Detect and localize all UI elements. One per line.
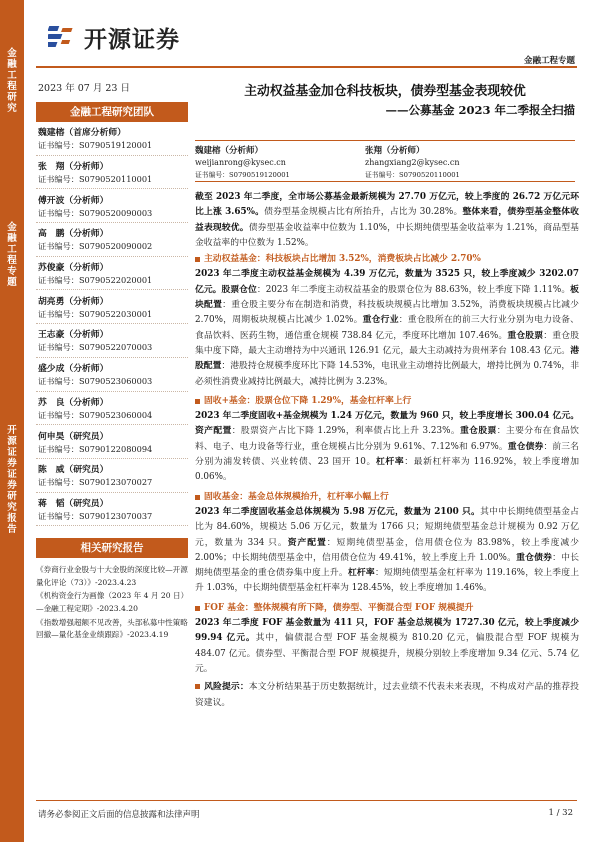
team-member-cert: 证书编号：S0790519120001: [38, 140, 153, 151]
equity-paragraph: [195, 267, 579, 389]
team-member-name: 苏 良（分析师）: [38, 397, 109, 408]
bold-text-run: 港股配置: [195, 345, 579, 372]
risk-warning: 风险提示：本文分析结果基于历史数据统计，过去业绩不代表未来表现，不构成对产品的推荐投资建议。: [195, 682, 579, 708]
report-subtitle: ——公募基金 2023 年二季报全扫描: [385, 103, 575, 117]
bold-text-run: 资产配置: [195, 426, 232, 437]
fixed-plus-paragraph: [195, 409, 579, 485]
section-heading-equity: 主动权益基金：科技板块占比增加 3.52%，消费板块占比减少 2.70%: [195, 252, 579, 267]
text-run: ：股票资产占比下降 1.29%，利率债占比上升 3.23%。: [231, 426, 460, 437]
bold-text-run: 重仓债券: [516, 552, 553, 563]
team-member-name: 陈 威（研究员）: [38, 465, 109, 476]
bullet-square-icon: [195, 606, 200, 611]
fof-paragraph: [195, 616, 579, 677]
authors-block: [195, 140, 575, 182]
section-heading-fixed-income: 固收基金：基金总体规模抬升，杠杆率小幅上行: [195, 490, 579, 505]
team-member-cert: 证书编号：S0790522020001: [38, 275, 153, 286]
author-name: 张翔（分析师）: [365, 146, 425, 156]
team-header: 金融工程研究团队: [36, 102, 188, 122]
team-member-cert: 证书编号：S0790520110001: [38, 174, 153, 185]
team-member-name: 高 鹏（分析师）: [38, 229, 109, 240]
team-member: [36, 459, 188, 493]
bullet-square-icon: [195, 257, 200, 262]
text-run: ：港股持仓规模季度环比下降 14.53%，电讯业主动增持比例最大，增持比例为 0.74%，非必须性消费业减持比例最大，减持比例为 3.23%。: [195, 361, 579, 387]
bold-text-run: 2023 年二季度固收+基金规模为 1.24 万亿元，数量为 960 只，较上季度增长 300.04 亿元。: [195, 411, 579, 422]
author-cert: 证书编号：S0790520110001: [365, 171, 460, 179]
text-run: ：短期纯债型基金，信用债仓位为 83.98%，较上季度减少 2.00%；中长期纯债型基金中，信用债仓位为 49.41%，较上季度上升 1.00%。: [195, 537, 579, 563]
team-member-name: 傅开波（分析师）: [38, 195, 109, 206]
text-run: ：中长期纯债型基金的重仓债券集中度上升。: [195, 552, 579, 579]
bold-text-run: 截至 2023 年二季度，全市场公募基金最新规模为 27.70 万亿元，较上季度的 26.72 万亿元环比上涨 3.65%。: [195, 192, 579, 218]
related-report-link[interactable]: 《指数增强超额不见改善，头部私募中性策略回撤—量化基金业绩跟踪》-2023.4.19: [36, 617, 188, 640]
section-heading-fixed-plus: 固收+基金：股票仓位下降 1.29%，基金杠杆率上行: [195, 394, 579, 409]
team-member: [36, 493, 188, 527]
text-run: 其中中长期纯债型基金占比为 84.60%，规模达 5.06 万亿元，数量为 1766 只；短期纯债型基金总计规模为 0.92 万亿元，数量为 334 只。: [195, 506, 579, 548]
side-label-brand: 开 源 证 券 证 券 研 究 报 告: [7, 425, 17, 535]
team-member-name: 何申昊（研究员）: [38, 431, 109, 442]
text-run: ：最新杠杆率为 116.92%，较上季度增加 0.06%。: [195, 457, 579, 483]
team-member: [36, 257, 188, 291]
author-1: [195, 144, 290, 179]
bold-text-run: 2023 年二季度 FOF 基金数量为 411 只，FOF 基金总规模为 1727.30 亿元，较上季度减少 99.94 亿元。: [195, 618, 579, 644]
text-run: ：主要分布在食品饮料、电子、电力设备等行业，重仓规模占比分别为 9.61%、7.12%和 6.97%。: [195, 426, 579, 452]
sidebar: [36, 102, 188, 643]
team-member-name: 盛少成（分析师）: [38, 364, 109, 375]
bold-text-run: 股票仓位: [221, 284, 257, 295]
bullet-square-icon: [195, 495, 200, 500]
author-name: 魏建榕（分析师）: [195, 146, 264, 156]
author-2: [365, 144, 460, 179]
fixed-income-paragraph: [195, 505, 579, 597]
bold-text-run: 杠杆率: [347, 568, 375, 579]
team-member-name: 王志豪（分析师）: [38, 330, 109, 341]
text-run: ：重仓股所在的前三大行业分别为电力设备、食品饮料、医药生物，通信重仓规模 738.84 亿元，季度环比增加 107.46%。: [195, 315, 579, 341]
section-heading-fof: FOF 基金：整体规模有所下降，债券型、平衡混合型 FOF 规模提升: [195, 601, 579, 616]
team-member: [36, 122, 188, 156]
summary-paragraph: [195, 190, 579, 251]
related-report-link[interactable]: 《券商行业金股与十大金股的深度比较—开源量化评论（73）》-2023.4.23: [36, 565, 188, 587]
bold-text-run: 重仓股票: [460, 426, 497, 437]
team-member-cert: 证书编号：S0790520090003: [38, 207, 153, 218]
text-run: 债券型基金收益率中位数为 1.10%，中长期纯债型基金收益率为 1.21%，商品型基金收益率的中位数为 1.52%。: [195, 222, 579, 248]
bold-text-run: 重仓股票: [507, 330, 544, 341]
bold-text-run: 重仓行业: [362, 315, 399, 326]
team-member-cert: 证书编号：S0790522030001: [38, 308, 153, 319]
team-member: [36, 392, 188, 426]
team-member-cert: 证书编号：S0790522070003: [38, 342, 153, 353]
bullet-square-icon: [195, 399, 200, 404]
team-member-cert: 证书编号：S0790523060003: [38, 376, 153, 387]
related-list: [36, 564, 188, 642]
bold-text-run: 板块配置: [195, 284, 579, 311]
team-member-name: 胡亮勇（分析师）: [38, 296, 109, 307]
team-member-cert: 证书编号：S0790523060004: [38, 409, 153, 420]
text-run: ：2023 年二季度主动权益基金的股票仓位为 88.63%，较上季度下降 1.11%。: [256, 284, 571, 295]
bold-text-run: 重仓债券: [507, 441, 544, 452]
report-title: 主动权益基金加仓科技板块，债券型基金表现较优: [244, 84, 526, 99]
side-strip: [0, 0, 24, 842]
team-member: [36, 189, 188, 223]
team-member: [36, 425, 188, 459]
related-header: 相关研究报告: [36, 538, 188, 558]
team-member: [36, 223, 188, 257]
related-report-link[interactable]: 《机构资金行为画像（2023 年 4 月 20 日）—金融工程定期》-2023.4.20: [36, 591, 185, 614]
team-member-name: 苏俊豪（分析师）: [38, 263, 109, 274]
team-member: [36, 290, 188, 324]
brand-logo-icon: [48, 24, 78, 50]
bold-text-run: 2023 年二季度固收基金总体规模为 5.98 万亿元，数量为 2100 只。: [195, 506, 481, 517]
team-member-cert: 证书编号：S0790122080094: [38, 443, 153, 454]
side-label-category: 金 融 工 程 研 究: [7, 48, 17, 114]
bold-text-run: 2023 年二季度主动权益基金规模为 4.39 万亿元，数量为 3525 只，较上季度减少 3202.07 亿元。: [195, 269, 579, 295]
doc-type: 金融工程专题: [523, 56, 575, 66]
author-email[interactable]: weijianrong@kysec.cn: [195, 158, 286, 167]
page-number: 1 / 32: [548, 808, 573, 818]
team-member-name: 张 翔（分析师）: [38, 162, 109, 173]
text-run: ：重仓股主要分布在制造和消费，科技板块规模占比增加 3.52%，消费板块规模占比减少 2.70%，周期板块规模占比减少 1.02%。: [195, 300, 579, 326]
brand-name: 开源证券: [84, 26, 180, 53]
footer-disclaimer: 请务必参阅正文后面的信息披露和法律声明: [38, 810, 200, 820]
team-member: [36, 358, 188, 392]
text-run: 其中，偏债混合型 FOF 基金规模为 810.20 亿元，偏股混合型 FOF 规模为 484.07 亿元。债券型、平衡混合型 FOF 规模提升，规模分别较上季度增加 9.34 亿元、5.74 亿元。: [195, 633, 579, 674]
team-list: [36, 122, 188, 526]
team-member-cert: 证书编号：S0790123070027: [38, 477, 153, 488]
team-member-name: 蒋 韬（研究员）: [38, 498, 109, 509]
brand-logo: [48, 19, 180, 55]
team-member-cert: 证书编号：S0790123070037: [38, 510, 153, 521]
bullet-square-icon: [195, 684, 200, 689]
text-run: ：前三名分别为浦发转债、兴业转债、23 国开 10。: [195, 441, 579, 468]
text-run: ：重仓股集中度下降，最大主动增持为中兴通讯 126.91 亿元，最大主动减持为贵州茅台 108.43 亿元。: [195, 330, 579, 356]
team-member: [36, 156, 188, 190]
side-label-subcategory: 金 融 工 程 专 题: [7, 222, 17, 288]
text-run: ：短期纯债型基金杠杆率为 119.16%，较上季度上升 1.03%，中长期纯债型基金杠杆率为 128.45%，较上季度增加 1.46%。: [195, 568, 579, 594]
author-email[interactable]: zhangxiang2@kysec.cn: [365, 158, 460, 167]
team-member-name: 魏建榕（首席分析师）: [38, 128, 126, 139]
team-member-cert: 证书编号：S0790520090002: [38, 241, 153, 252]
text-run: 债券型基金规模占比有所抬升，占比为 30.28%。: [264, 207, 463, 218]
report-date: 2023 年 07 月 23 日: [38, 83, 130, 94]
author-cert: 证书编号：S0790519120001: [195, 171, 290, 179]
bold-text-run: 资产配置: [287, 537, 327, 548]
team-member: [36, 324, 188, 358]
footer-rule: [36, 800, 577, 801]
bold-text-run: 杠杆率: [375, 457, 405, 468]
bold-text-run: 整体来看，债券型基金整体收益表现较优。: [195, 207, 579, 233]
report-body: [195, 190, 579, 711]
top-rule: [36, 66, 577, 68]
